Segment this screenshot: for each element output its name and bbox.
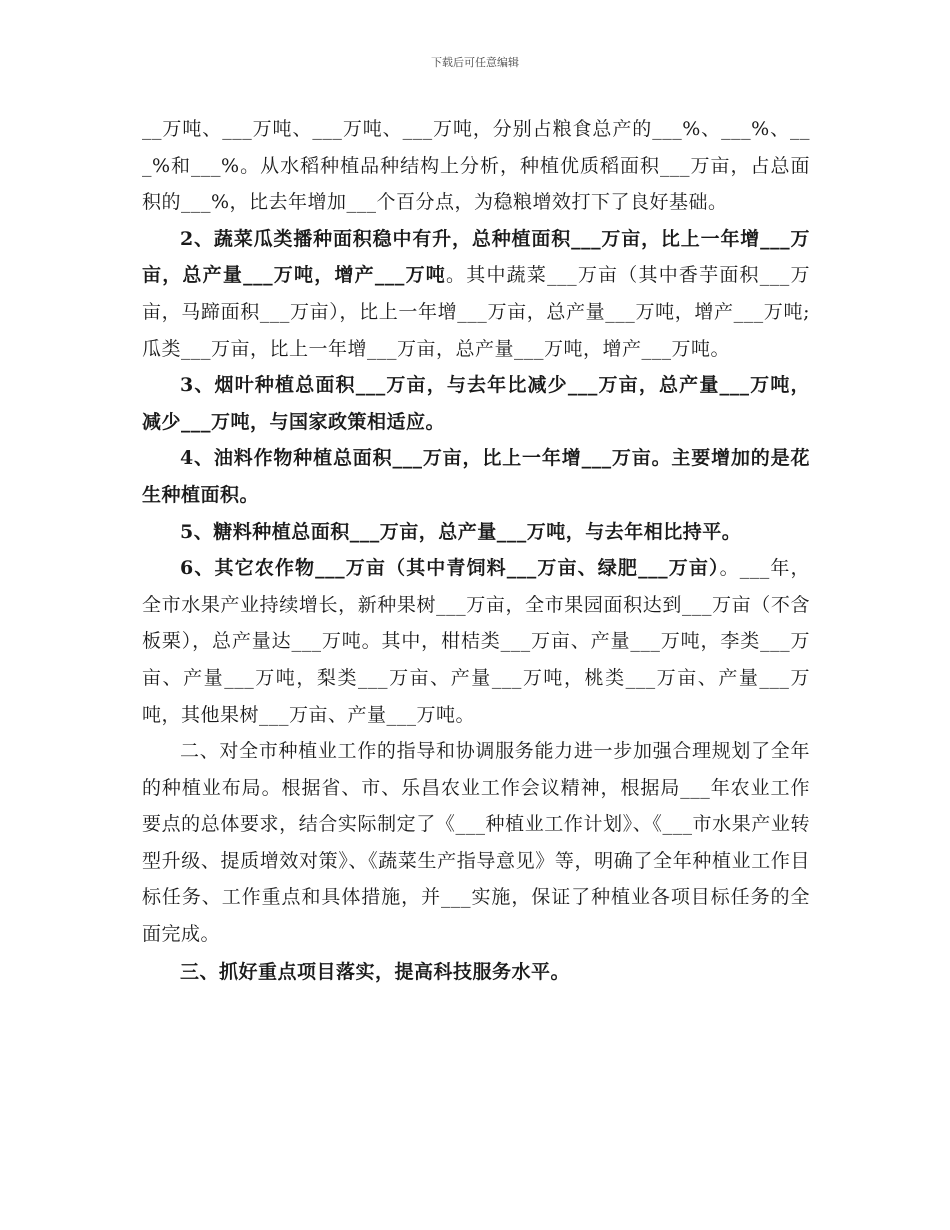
paragraph-other-crops-heading: 6、其它农作物___万亩（其中青饲料___万亩、绿肥___万亩） (180, 557, 720, 580)
paragraph-other-crops-fruit (142, 550, 810, 733)
paragraph-vegetables-heading: 2、蔬菜瓜类播种面积稳中有升，总种植面积___万亩，比上一年增___万亩，总产量___万吨，增产___万吨 (142, 227, 810, 287)
paragraph-oil-crops: 4、油料作物种植总面积___万亩，比上一年增___万亩。主要增加的是花生种植面积。 (142, 447, 810, 506)
paragraph-section-three-heading: 三、抓好重点项目落实，提高科技服务水平。 (180, 960, 571, 983)
paragraph-grain-output: __万吨、___万吨、___万吨、___万吨，分别占粮食总产的___%、___%、___%和___%。从水稻种植品种结构上分析，种植优质稻面积___万亩，占总面积的___%，比去年增加___个百分点，为稳粮增效打下了良好基础。 (142, 118, 810, 214)
paragraph-fruit-body: 。___年，全市水果产业持续增长，新种果树___万亩，全市果园面积达到___万亩（不含板栗），总产量达___万吨。其中，柑桔类___万亩、产量___万吨，李类___万亩、产量___万吨，梨类___万亩、产量___万吨，桃类___万亩、产量___万吨，其他果树___万亩、产量___万吨。 (142, 557, 810, 726)
paragraph-sugar-crops: 5、糖料种植总面积___万亩，总产量___万吨，与去年相比持平。 (180, 520, 742, 543)
document-body (142, 111, 810, 990)
page-header: 下载后可任意编辑 (431, 56, 519, 69)
paragraph-vegetables-body: 。其中蔬菜___万亩（其中香芋面积___万亩，马蹄面积___万亩），比上一年增___万亩，总产量___万吨，增产___万吨;瓜类___万亩，比上一年增___万亩，总产量___万吨，增产___万吨。 (142, 264, 810, 360)
paragraph-vegetables (142, 221, 810, 367)
paragraph-section-two: 二、对全市种植业工作的指导和协调服务能力进一步加强合理规划了全年的种植业布局。根据省、市、乐昌农业工作会议精神，根据局___年农业工作要点的总体要求，结合实际制定了《___种植业工作计划》、《___市水果产业转型升级、提质增效对策》、《蔬菜生产指导意见》等，明确了全年种植业工作目标任务、工作重点和具体措施，并___实施，保证了种植业各项目标任务的全面完成。 (142, 740, 810, 946)
paragraph-tobacco: 3、烟叶种植总面积___万亩，与去年比减少___万亩，总产量___万吨，减少___万吨，与国家政策相适应。 (142, 374, 810, 433)
